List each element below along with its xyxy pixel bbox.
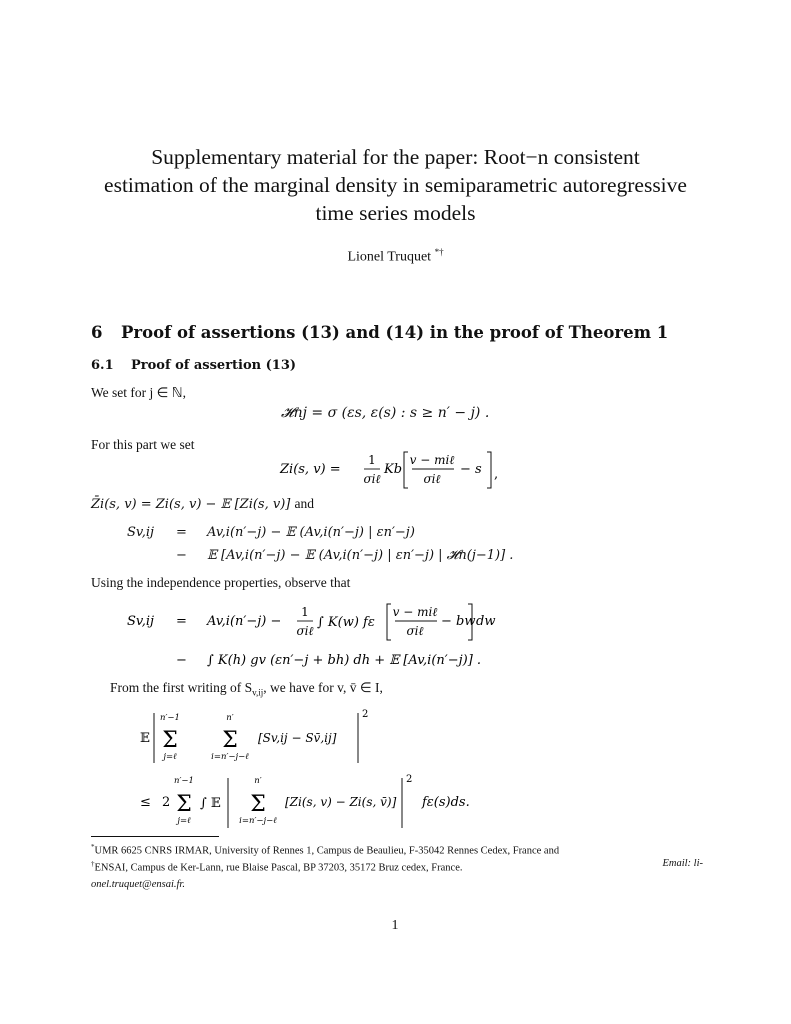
eq2-inner-num: v − miℓ	[409, 453, 455, 467]
paragraph-5	[110, 680, 383, 698]
footnote-1-text: UMR 6625 CNRS IRMAR, University of Rennes 1, Campus de Beaulieu, F-35042 Rennes Cedex, France and	[94, 845, 560, 857]
footnote-2-email-end[interactable]: onel.truquet@ensai.fr.	[91, 878, 185, 890]
author-marks: *†	[434, 247, 444, 257]
eq5-b: ∫ K(w) fε	[317, 615, 375, 630]
eq2-kernel: Kb	[384, 462, 403, 477]
footnote-2	[91, 856, 703, 893]
eq5-lhs: Sv,ij	[127, 614, 155, 629]
section-number: 6	[91, 323, 103, 342]
eq5-frac-den: σiℓ	[296, 624, 314, 638]
eq5-c: − bw	[441, 614, 476, 629]
eq7-sum1-bot: j=ℓ	[177, 816, 191, 826]
section-title: Proof of assertions (13) and (14) in the proof of Theorem 1	[121, 323, 669, 342]
eq6-body: [Sv,ij − Sv̄,ij]	[258, 731, 337, 745]
footnote-1-mark: *	[91, 843, 95, 851]
eq7-body: [Zi(s, v) − Zi(s, v̄)]	[285, 795, 397, 809]
eq7-int: ∫ 𝔼	[200, 796, 221, 811]
equation-1: 𝓗nj = σ (εs, ε(s) : s ≥ n′ − j) .	[281, 405, 490, 421]
footnote-2-email-label: Email:	[662, 858, 692, 869]
p5-text: From the first writing of S	[110, 680, 253, 695]
author-name: Lionel Truquet	[347, 249, 432, 265]
eq2-left-bracket	[404, 452, 408, 488]
p5-tail: , we have for v, v̄ ∈ I,	[263, 680, 383, 695]
eq5-left-bracket	[387, 604, 391, 640]
section-heading	[91, 323, 668, 342]
eq5-frac-num: 1	[301, 605, 309, 619]
eq2-right-bracket	[487, 452, 491, 488]
eq7-sum1: Σ	[176, 792, 192, 817]
eq7-sum2: Σ	[250, 792, 266, 817]
eq2-frac-den: σiℓ	[363, 472, 381, 486]
subsection-title: Proof of assertion (13)	[131, 358, 297, 373]
eq2-tail: − s	[460, 462, 482, 477]
eq7-sum1-top: n′−1	[174, 776, 194, 786]
equation-6	[140, 705, 380, 767]
eq6-sum1-bot: j=ℓ	[163, 752, 177, 762]
eq5-d: dw	[476, 614, 496, 629]
eq5-line2: ∫ K(h) gv (εn′−j + bh) dh + 𝔼 [Av,i(n′−j)] .	[207, 653, 482, 668]
eq6-power: 2	[362, 709, 369, 720]
footnote-rule	[91, 836, 219, 837]
page-number: 1	[391, 918, 399, 933]
equation-7	[140, 770, 500, 832]
paragraph-4: Using the independence properties, observe that	[91, 575, 351, 590]
eq6-sum2: Σ	[222, 728, 238, 753]
paragraph-2: For this part we set	[91, 437, 195, 452]
eq4-line2-minus: −	[176, 548, 187, 563]
eq7-power: 2	[406, 774, 413, 785]
equation-2	[280, 446, 510, 492]
footnote-2-email-head	[662, 856, 703, 872]
eq7-sum2-bot: i=n′−j−ℓ	[239, 816, 277, 826]
subsection-heading	[91, 358, 296, 373]
title-line-3: time series models	[315, 201, 476, 225]
eq7-leq: ≤	[140, 795, 151, 810]
eq7-sum2-top: n′	[254, 776, 262, 786]
eq4-line1-rhs: Av,i(n′−j) − 𝔼 (Av,i(n′−j) | εn′−j)	[207, 525, 415, 540]
eq7-tail: fε(s)ds.	[422, 795, 470, 810]
eq4-line1-lhs: Sv,ij	[127, 525, 155, 540]
eq2-lhs: Zi(s, v) =	[280, 462, 341, 477]
eq5-inner-num: v − miℓ	[392, 605, 438, 619]
eq7-coef: 2	[162, 795, 171, 810]
paragraph-1: We set for j ∈ ℕ,	[91, 385, 186, 400]
author-line	[100, 247, 691, 266]
subsection-number: 6.1	[91, 358, 114, 373]
eq6-expectation: 𝔼	[140, 731, 150, 746]
eq2-comma: ,	[494, 467, 499, 482]
eq5-eq: =	[176, 614, 187, 629]
equation-3-line	[91, 496, 314, 512]
eq2-frac-num: 1	[368, 453, 376, 467]
eq4-line1-eq: =	[176, 525, 187, 540]
eq5-inner-den: σiℓ	[406, 624, 424, 638]
title-line-2: estimation of the marginal density in semiparametric autoregressive	[104, 173, 687, 197]
eq5-line2-minus: −	[176, 653, 187, 668]
paper-title	[100, 143, 691, 227]
footnote-2-email-start: li-	[693, 858, 703, 869]
equation-5	[127, 596, 496, 680]
eq6-sum1-top: n′−1	[160, 713, 180, 723]
p5-sub: v,ij	[252, 687, 264, 698]
eq2-inner-den: σiℓ	[423, 472, 441, 486]
footnote-2-text: ENSAI, Campus de Ker-Lann, rue Blaise Pascal, BP 37203, 35172 Bruz cedex, France.	[94, 862, 463, 874]
eq6-sum1: Σ	[162, 728, 178, 753]
eq3-text: Z̄i(s, v) = Zi(s, v) − 𝔼 [Zi(s, v)]	[91, 497, 291, 512]
eq4-line2-rhs: 𝔼 [Av,i(n′−j) − 𝔼 (Av,i(n′−j) | εn′−j) | 𝓗n(j−1)] .	[207, 548, 514, 563]
eq3-and: and	[294, 496, 314, 511]
eq6-sum2-top: n′	[226, 713, 234, 723]
footnote-2-mark: †	[91, 860, 95, 868]
eq6-sum2-bot: i=n′−j−ℓ	[211, 752, 249, 762]
title-line-1: Supplementary material for the paper: Root−n consistent	[151, 145, 640, 169]
eq5-a: Av,i(n′−j) −	[207, 614, 282, 629]
